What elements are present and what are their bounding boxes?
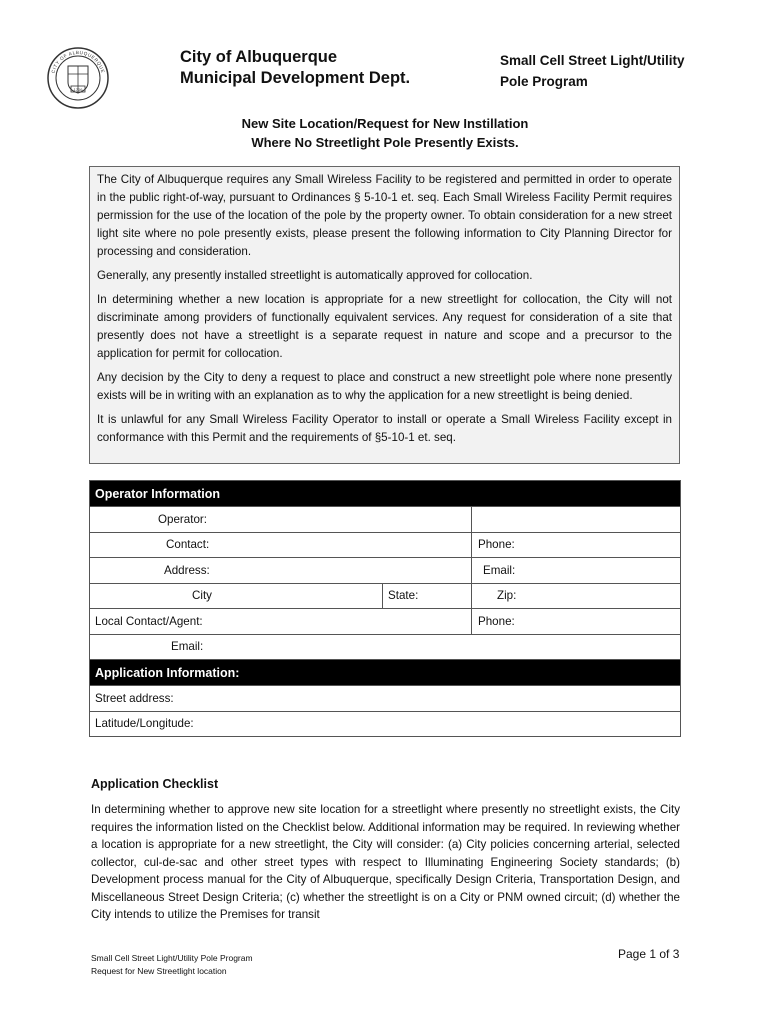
operator-info-heading: Operator Information bbox=[90, 481, 681, 507]
intro-paragraph: Generally, any presently installed streetlight is automatically approved for collocation. bbox=[97, 269, 533, 282]
zip-field[interactable] bbox=[472, 583, 681, 609]
intro-paragraph: It is unlawful for any Small Wireless Facility Operator to install or operate a Small Wireless Facility except in conformance with this Permit and the requirements of §5-10-1 et. seq. bbox=[97, 413, 672, 444]
footer-left bbox=[91, 952, 253, 978]
address-label: Address: bbox=[164, 563, 210, 577]
email-field[interactable] bbox=[472, 558, 681, 584]
form-row-latlong bbox=[90, 711, 681, 737]
operator-info-header-row bbox=[90, 481, 681, 507]
form-row-contact bbox=[90, 532, 681, 558]
application-info-heading: Application Information: bbox=[90, 660, 681, 686]
document-title-line2: Where No Streetlight Pole Presently Exists. bbox=[251, 135, 519, 150]
page-number: Page 1 of 3 bbox=[618, 947, 680, 961]
contact-field[interactable] bbox=[90, 532, 472, 558]
email-label: Email: bbox=[483, 563, 516, 577]
form-row-local-contact bbox=[90, 609, 681, 635]
intro-paragraph: In determining whether a new location is appropriate for a new streetlight for collocation, the City will not discriminate among providers of functionally equivalent services. Any request for consideration of a site that presently does not have a streetlight is a separate request in nature and scope and a precursor to the application for permit for collocation. bbox=[97, 293, 672, 360]
intro-paragraph: Any decision by the City to deny a request to place and construct a new streetlight pole where none presently exists will be in writing with an explanation as to why the application for a new streetlight is being denied. bbox=[97, 371, 672, 402]
latlong-field[interactable] bbox=[90, 711, 681, 737]
program-header bbox=[500, 50, 685, 92]
form-row-city bbox=[90, 583, 681, 609]
seal-year: 1706 bbox=[73, 87, 83, 92]
org-header bbox=[180, 47, 410, 89]
intro-paragraph: The City of Albuquerque requires any Small Wireless Facility to be registered and permitted in order to operate in the public right-of-way, pursuant to Ordinances § 5-10-1 et. seq. Each Small Wireless Facility Permit requires permission for the use of the location of the pole by the property owner. To obtain consideration for a new street light site where no pole presently exists, please present the following information to City Planning Director for processing and consideration. bbox=[97, 173, 672, 258]
city-field[interactable] bbox=[90, 583, 383, 609]
operator-extra-field[interactable] bbox=[472, 507, 681, 533]
state-label: State: bbox=[388, 589, 419, 603]
city-seal-icon bbox=[46, 46, 110, 110]
application-info-header-row bbox=[90, 660, 681, 686]
seal-text: CITY OF ALBUQUERQUE bbox=[50, 49, 106, 74]
local-email-field[interactable] bbox=[90, 634, 681, 660]
local-email-label: Email: bbox=[171, 640, 204, 654]
local-contact-field[interactable] bbox=[90, 609, 472, 635]
operator-info-table bbox=[89, 480, 681, 737]
operator-label: Operator: bbox=[158, 512, 207, 526]
org-name: City of Albuquerque bbox=[180, 48, 338, 66]
org-department: Municipal Development Dept. bbox=[180, 69, 411, 87]
phone-field[interactable] bbox=[472, 532, 681, 558]
form-row-local-email bbox=[90, 634, 681, 660]
footer-doc-name: Request for New Streetlight location bbox=[91, 966, 227, 976]
zip-label: Zip: bbox=[497, 589, 517, 603]
form-row-street bbox=[90, 686, 681, 712]
checklist-title: Application Checklist bbox=[91, 777, 219, 791]
intro-box bbox=[89, 166, 680, 464]
checklist-paragraph: In determining whether to approve new site location for a streetlight where presently no streetlight exists, the City requires the information listed on the Checklist below. Additional information may be required. In reviewing whether a location is appropriate for a new streetlight, the City will consider: (a) City policies concerning arterial, selected collector, cul-de-sac and other street types with respect to Illuminating Engineering Society standards; (b) Development process manual for the City of Albuquerque, specifically Design Criteria, Transportation Design, and Miscellaneous Street Design Criteria; (c) whether the streetlight is on a City or PNM owned circuit; (d) whether the City intends to utilize the Premises for transit bbox=[91, 803, 680, 921]
operator-field[interactable] bbox=[90, 507, 472, 533]
contact-label: Contact: bbox=[166, 538, 210, 552]
state-field[interactable] bbox=[383, 583, 472, 609]
local-contact-label: Local Contact/Agent: bbox=[95, 614, 203, 628]
local-phone-field[interactable] bbox=[472, 609, 681, 635]
footer-program: Small Cell Street Light/Utility Pole Program bbox=[91, 953, 253, 963]
latlong-label: Latitude/Longitude: bbox=[95, 717, 194, 731]
city-label: City bbox=[192, 589, 212, 603]
form-row-address bbox=[90, 558, 681, 584]
document-title bbox=[0, 114, 770, 152]
phone-label: Phone: bbox=[478, 538, 515, 552]
street-address-label: Street address: bbox=[95, 691, 174, 705]
document-title-line1: New Site Location/Request for New Instillation bbox=[241, 116, 529, 131]
program-name-line2: Pole Program bbox=[500, 74, 588, 89]
street-address-field[interactable] bbox=[90, 686, 681, 712]
form-row-operator bbox=[90, 507, 681, 533]
address-field[interactable] bbox=[90, 558, 472, 584]
program-name-line1: Small Cell Street Light/Utility bbox=[500, 53, 685, 68]
local-phone-label: Phone: bbox=[478, 614, 515, 628]
checklist-body bbox=[91, 801, 680, 924]
